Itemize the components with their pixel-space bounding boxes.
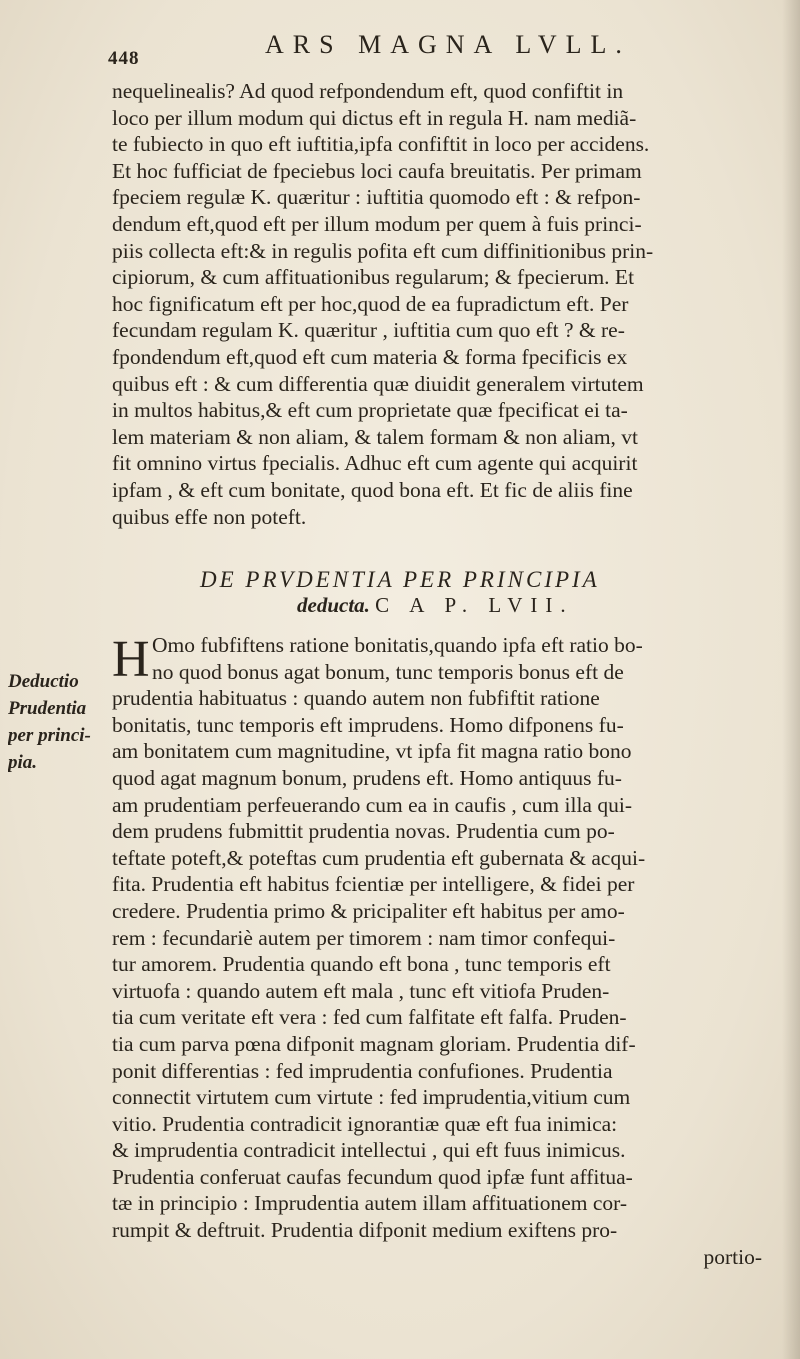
paragraph-continued [112,78,762,530]
text-line: tia cum parva pœna difponit magnam gloriam. Prudentia dif- [112,1031,636,1056]
text-line: Et hoc fufficiat de fpeciebus loci caufa breuitatis. Per primam [112,158,642,183]
margin-note [8,668,100,776]
chapter-title: DE PRVDENTIA PER PRINCIPIA [200,567,600,592]
text-line: virtuofa : quando autem eft mala , tunc eft vitiofa Pruden- [112,978,610,1003]
text-line: lem materiam & non aliam, & talem formam & non aliam, vt [112,424,639,449]
text-line: hoc fignificatum eft per hoc,quod de ea fupradictum eft. Per [112,291,629,316]
margin-note-line: Deductio [8,671,79,692]
drop-cap: H [112,631,150,688]
text-line: quod agat magnum bonum, prudens eft. Homo antiquus fu- [112,765,622,790]
text-line: credere. Prudentia primo & pricipaliter eft habitus per amo- [112,898,625,923]
text-line: piis collecta eft:& in regulis pofita eft cum diffinitionibus prin- [112,238,654,263]
running-head: ARS MAGNA LVLL. [265,30,631,59]
text-line: tia cum veritate eft vera : fed cum falfitate eft falfa. Pruden- [112,1005,627,1030]
text-line: fit omnino virtus fpecialis. Adhuc eft cum agente qui acquirit [112,451,638,476]
text-line: am prudentiam perfeuerando cum ea in caufis , cum illa qui- [112,792,632,817]
text-line: portio- [703,1244,762,1269]
text-line: fecundam regulam K. quæritur , iuftitia cum quo eft ? & re- [112,318,625,343]
chapter-paragraph [112,632,762,1270]
text-line: bonitatis, tunc temporis eft imprudens. Homo difponens fu- [112,712,624,737]
margin-note-line: Prudentia [8,698,87,719]
text-line: cipiorum, & cum affituationibus regularum; & fpecierum. Et [112,265,635,290]
text-line: dem prudens fubmittit prudentia novas. Prudentia cum po- [112,819,615,844]
text-line: prudentia habituatus : quando autem non fubfiftit ratione [112,686,600,711]
text-line: Prudentia conferuat caufas fecundum quod ipfæ funt affitua- [112,1164,633,1189]
text-line: in multos habitus,& eft cum proprietate quæ fpecificat ei ta- [112,398,628,423]
text-line: te fubiecto in quo eft iuftitia,ipfa confiftit in loco per accidens. [112,132,650,157]
text-line: quibus eft : & cum differentia quæ diuidit generalem virtutem [112,371,644,396]
page-number: 448 [108,48,140,69]
text-line: vitio. Prudentia contradicit ignorantiæ quæ eft fua inimica: [112,1111,618,1136]
text-line: am bonitatem cum magnitudine, vt ipfa fit magna ratio bono [112,739,632,764]
text-line: tæ in principio : Imprudentia autem illam affituationem cor- [112,1191,628,1216]
margin-note-line: pia. [8,752,38,773]
chapter-subtitle [297,593,574,618]
text-line: Omo fubfiftens ratione bonitatis,quando ipfa eft ratio bo- [152,633,643,657]
text-line: rumpit & deftruit. Prudentia difponit medium exiftens pro- [112,1218,618,1243]
text-line: & imprudentia contradicit intellectui , qui eft fuus inimicus. [112,1138,626,1163]
chapter-number: C A P. LVII. [375,593,574,617]
chapter-subtitle-deducta: deducta. [297,593,370,617]
text-line: dendum eft,quod eft per illum modum per quem à fuis princi- [112,211,642,236]
text-line: fita. Prudentia eft habitus fcientiæ per intelligere, & fidei per [112,872,635,897]
text-line: ponit differentias : fed imprudentia confufiones. Prudentia [112,1058,613,1083]
text-line: quibus effe non poteft. [112,504,307,529]
text-line: no quod bonus agat bonum, tunc temporis bonus eft de [152,659,624,684]
text-line: loco per illum modum qui dictus eft in regula H. nam mediã- [112,105,637,130]
text-line: tur amorem. Prudentia quando eft bona , tunc temporis eft [112,952,611,977]
text-line: fpeciem regulæ K. quæritur : iuftitia quomodo eft : & refpon- [112,185,641,210]
text-line: connectit virtutem cum virtute : fed imprudentia,vitium cum [112,1085,631,1110]
text-line: nequelinealis? Ad quod refpondendum eft, quod confiftit in [112,79,624,103]
margin-note-line: per princi- [8,725,91,746]
text-line: rem : fecundariè autem per timorem : nam timor confequi- [112,925,616,950]
text-line: teftate poteft,& poteftas cum prudentia eft gubernata & acqui- [112,845,646,870]
text-line: fpondendum eft,quod eft cum materia & forma fpecificis ex [112,344,628,369]
text-line: ipfam , & eft cum bonitate, quod bona eft. Et fic de aliis fine [112,477,633,502]
page-gutter-shadow [782,0,800,1359]
